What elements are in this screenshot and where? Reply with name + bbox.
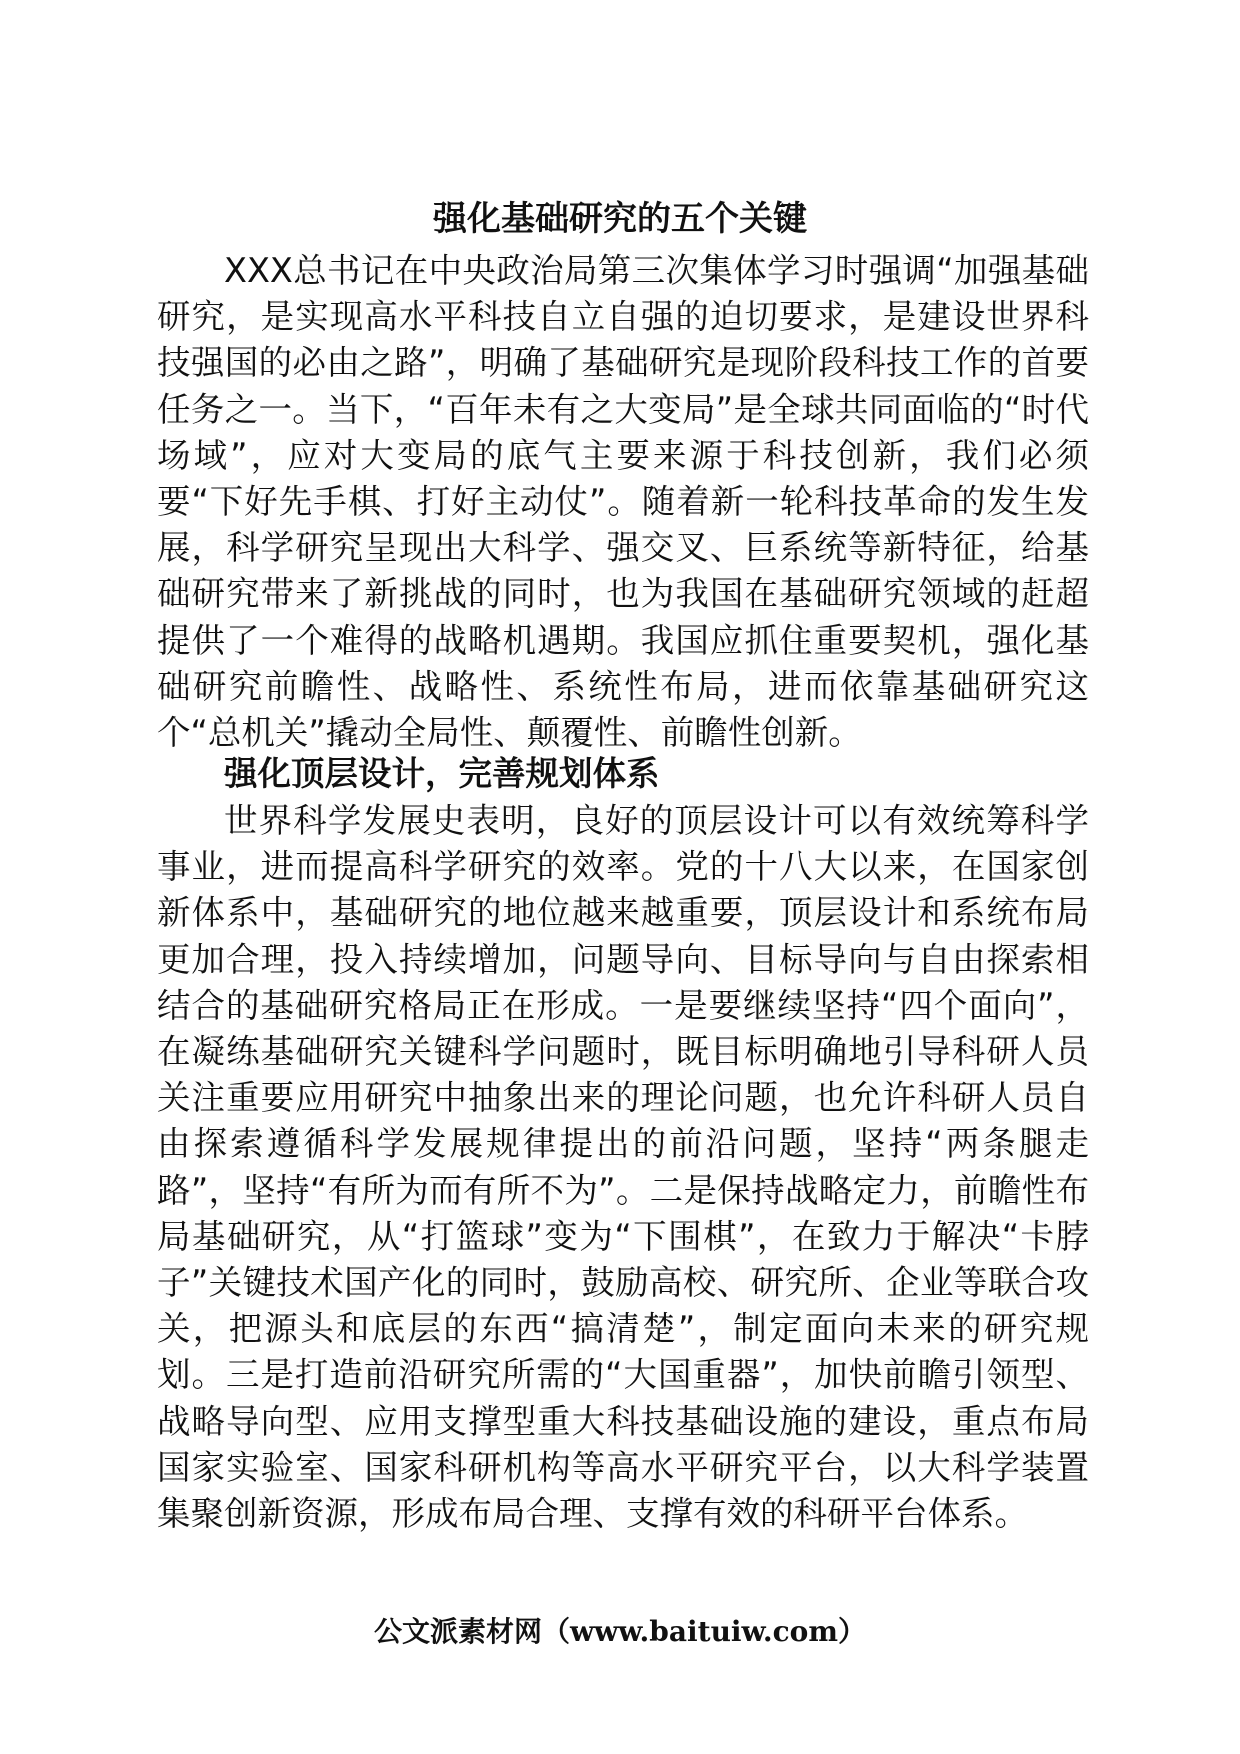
document-title: 强化基础研究的五个关键: [433, 199, 807, 239]
intro-paragraph: XXX总书记在中央政治局第三次集体学习时强调“加强基础研究，是实现高水平科技自立自强的迫切要求，是建设世界科技强国的必由之路”，明确了基础研究是现阶段科技工作的首要任务之一。当下，“百年未有之大变局”是全球共同面临的“时代场域”，应对大变局的底气主要来源于科技创新，我们必须要“下好先手棋、打好主动仗”。随着新一轮科技革命的发生发展，科学研究呈现出大科学、强交叉、巨系统等新特征，给基础研究带来了新挑战的同时，也为我国在基础研究领域的赶超提供了一个难得的战略机遇期。我国应抓住重要契机，强化基础研究前瞻性、战略性、系统性布局，进而依靠基础研究这个“总机关”撬动全局性、颠覆性、前瞻性创新。: [157, 251, 1089, 753]
section-heading: 强化顶层设计，完善规划体系: [224, 754, 660, 793]
section-paragraph: 世界科学发展史表明，良好的顶层设计可以有效统筹科学事业，进而提高科学研究的效率。党的十八大以来，在国家创新体系中，基础研究的地位越来越重要，顶层设计和系统布局更加合理，投入持续增加，问题导向、目标导向与自由探索相结合的基础研究格局正在形成。一是要继续坚持“四个面向”，在凝练基础研究关键科学问题时，既目标明确地引导科研人员关注重要应用研究中抽象出来的理论问题，也允许科研人员自由探索遵循科学发展规律提出的前沿问题，坚持“两条腿走路”，坚持“有所为而有所不为”。二是保持战略定力，前瞻性布局基础研究，从“打篮球”变为“下围棋”，在致力于解决“卡脖子”关键技术国产化的同时，鼓励高校、研究所、企业等联合攻关，把源头和底层的东西“搞清楚”，制定面向未来的研究规划。三是打造前沿研究所需的“大国重器”，加快前瞻引领型、战略导向型、应用支撑型重大科技基础设施的建设，重点布局国家实验室、国家科研机构等高水平研究平台，以大科学装置集聚创新资源，形成布局合理、支撑有效的科研平台体系。: [157, 801, 1089, 1534]
footer-source: 公文派素材网（www.baituiw.com）: [374, 1615, 866, 1648]
